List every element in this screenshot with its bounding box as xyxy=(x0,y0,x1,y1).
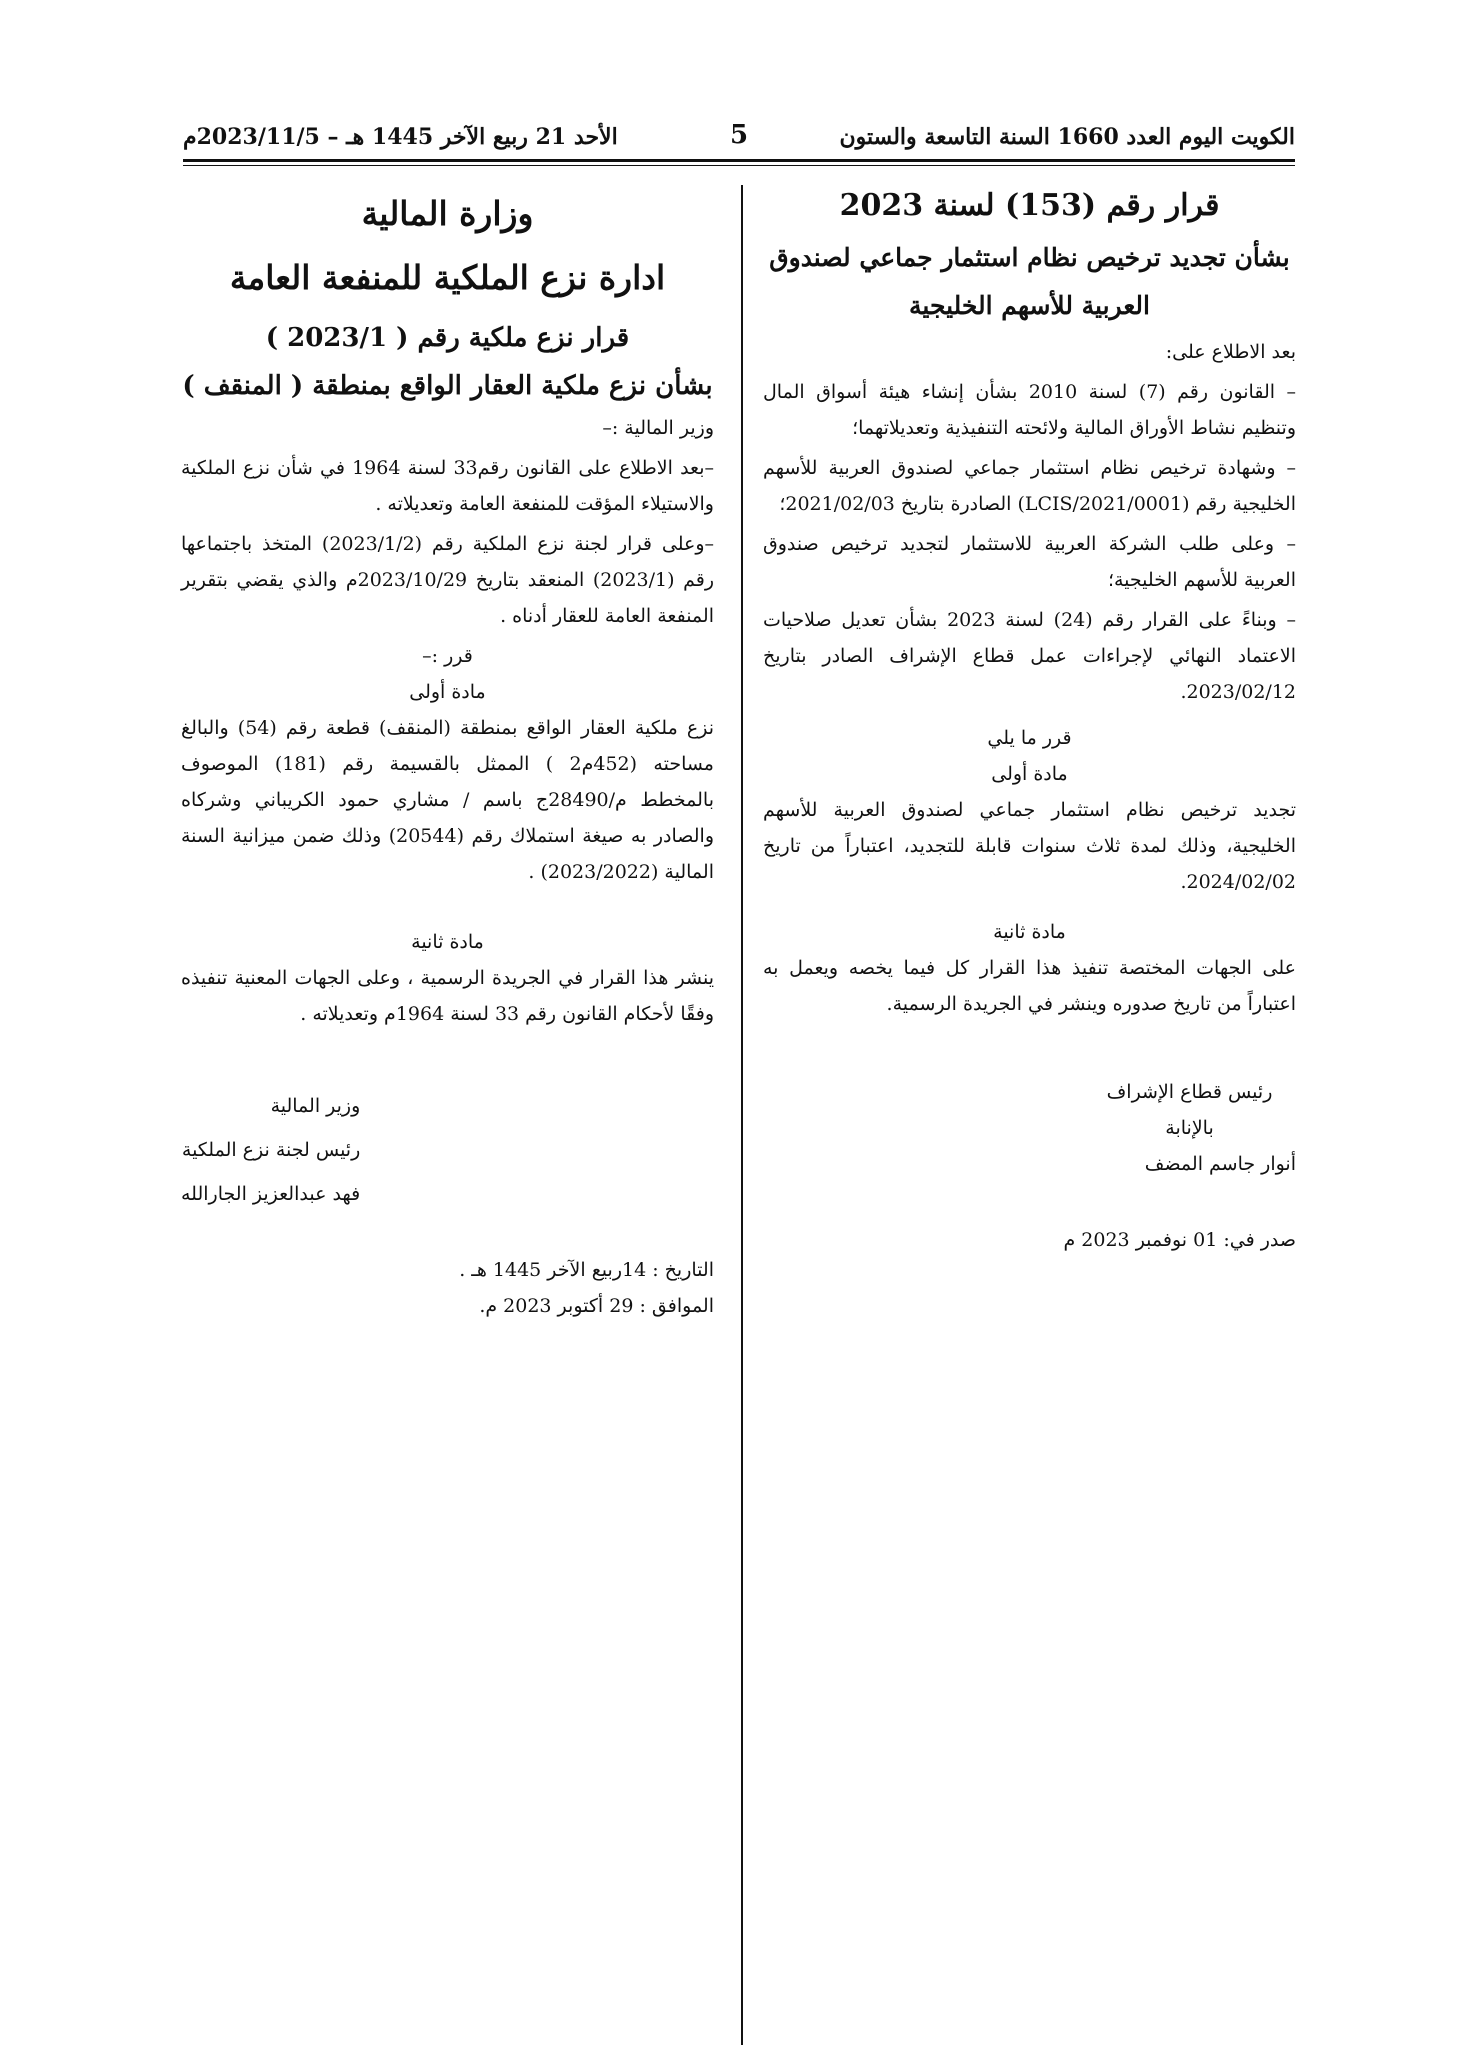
date-gregorian: الموافق : 29 أكتوبر 2023 م. xyxy=(479,1295,714,1317)
article-1-title: مادة أولى xyxy=(991,763,1068,785)
left-signature-block xyxy=(181,1084,714,1216)
department-name: ادارة نزع الملكية للمنفعة العامة xyxy=(229,258,666,297)
clause-1: – القانون رقم (7) لسنة 2010 بشأن إنشاء هيئة أسواق المال وتنظيم نشاط الأوراق المالية ولائحته التنفيذية وتعديلاتهما؛ xyxy=(763,381,1296,439)
decision-153-subtitle-2: العربية للأسهم الخليجية xyxy=(909,291,1150,320)
left-article-1-text: نزع ملكية العقار الواقع بمنطقة (المنقف) قطعة رقم (54) والبالغ مساحته (452م2 ) الممثل بالقسيمة رقم (181) الموصوف بالمخطط م/28490ج باسم / مشاري حمود الكريباني وشركاه والصادر به صيغة استملاك رقم (20544) وذلك ضمن ميزانية السنة المالية (2023/2022) . xyxy=(181,717,714,883)
header-rule-thin xyxy=(183,165,1295,166)
recital-2: –وعلى قرار لجنة نزع الملكية رقم (2023/1/2) المتخذ باجتماعها رقم (2023/1) المنعقد بتاريخ 2023/10/29م والذي يقضي بتقرير المنفعة العامة للعقار أدناه . xyxy=(181,533,715,627)
sig-minister: وزير المالية xyxy=(270,1095,361,1117)
decided-heading-left: قرر :– xyxy=(422,645,473,667)
left-date-block xyxy=(181,1252,714,1324)
sig-name: فهد عبدالعزيز الجارالله xyxy=(181,1183,361,1205)
decided-heading: قرر ما يلي xyxy=(987,727,1072,749)
clause-2: – وشهادة ترخيص نظام استثمار جماعي لصندوق العربية للأسهم الخليجية رقم (LCIS/2021/0001) الصادرة بتاريخ 2021/02/03؛ xyxy=(763,457,1296,515)
date-hijri: التاريخ : 14ربيع الآخر 1445 هـ . xyxy=(459,1259,714,1281)
left-article-1-title: مادة أولى xyxy=(409,681,486,703)
decision-153-title: قرار رقم (153) لسنة 2023 xyxy=(839,188,1220,223)
page-header xyxy=(183,118,1295,154)
minister-intro: وزير المالية :– xyxy=(602,417,714,439)
header-rule-thick xyxy=(183,159,1295,162)
expropriation-decision-title: قرار نزع ملكية رقم ( 2023/1 ) xyxy=(265,323,630,353)
sig-committee-head: رئيس لجنة نزع الملكية xyxy=(181,1139,361,1161)
article-2-text: على الجهات المختصة تنفيذ هذا القرار كل فيما يخصه ويعمل به اعتباراً من تاريخ صدوره وينشر في الجريدة الرسمية. xyxy=(763,957,1296,1015)
intro-text: بعد الاطلاع على: xyxy=(1165,341,1296,363)
article-2-title: مادة ثانية xyxy=(993,921,1066,943)
recital-1: –بعد الاطلاع على القانون رقم33 لسنة 1964 في شأن نزع الملكية والاستيلاء المؤقت للمنفعة العامة وتعديلاته . xyxy=(181,457,714,515)
right-column xyxy=(763,180,1296,1258)
decision-153-subtitle-1: بشأن تجديد ترخيص نظام استثمار جماعي لصندوق xyxy=(769,243,1290,272)
header-publication: الكويت اليوم العدد 1660 السنة التاسعة والستون xyxy=(839,124,1295,150)
signatory-title: رئيس قطاع الإشراف بالإنابة xyxy=(1106,1081,1273,1139)
clause-3: – وعلى طلب الشركة العربية للاستثمار لتجديد ترخيص صندوق العربية للأسهم الخليجية؛ xyxy=(763,533,1296,591)
signatory-block xyxy=(763,1074,1296,1182)
issue-date: صدر في: 01 نوفمبر 2023 م xyxy=(1063,1229,1296,1251)
left-article-2-title: مادة ثانية xyxy=(411,931,484,953)
clause-4: – وبناءً على القرار رقم (24) لسنة 2023 بشأن تعديل صلاحيات الاعتماد النهائي لإجراءات عمل قطاع الإشراف الصادر بتاريخ 2023/02/12. xyxy=(763,609,1297,703)
signatory-name: أنوار جاسم المضف xyxy=(1144,1153,1296,1175)
page-number: 5 xyxy=(729,120,749,150)
left-column xyxy=(181,180,714,1324)
ministry-name: وزارة المالية xyxy=(361,194,534,233)
expropriation-decision-subject: بشأن نزع ملكية العقار الواقع بمنطقة ( المنقف ) xyxy=(182,371,713,401)
left-article-2-text: ينشر هذا القرار في الجريدة الرسمية ، وعلى الجهات المعنية تنفيذه وفقًا لأحكام القانون رقم 33 لسنة 1964م وتعديلاته . xyxy=(181,967,714,1025)
header-date: الأحد 21 ربيع الآخر 1445 هـ – 2023/11/5م xyxy=(183,124,618,150)
article-1-text: تجديد ترخيص نظام استثمار جماعي لصندوق العربية للأسهم الخليجية، وذلك لمدة ثلاث سنوات قابلة للتجديد، اعتباراً من تاريخ 2024/02/02. xyxy=(763,799,1296,893)
column-divider xyxy=(741,185,743,2045)
